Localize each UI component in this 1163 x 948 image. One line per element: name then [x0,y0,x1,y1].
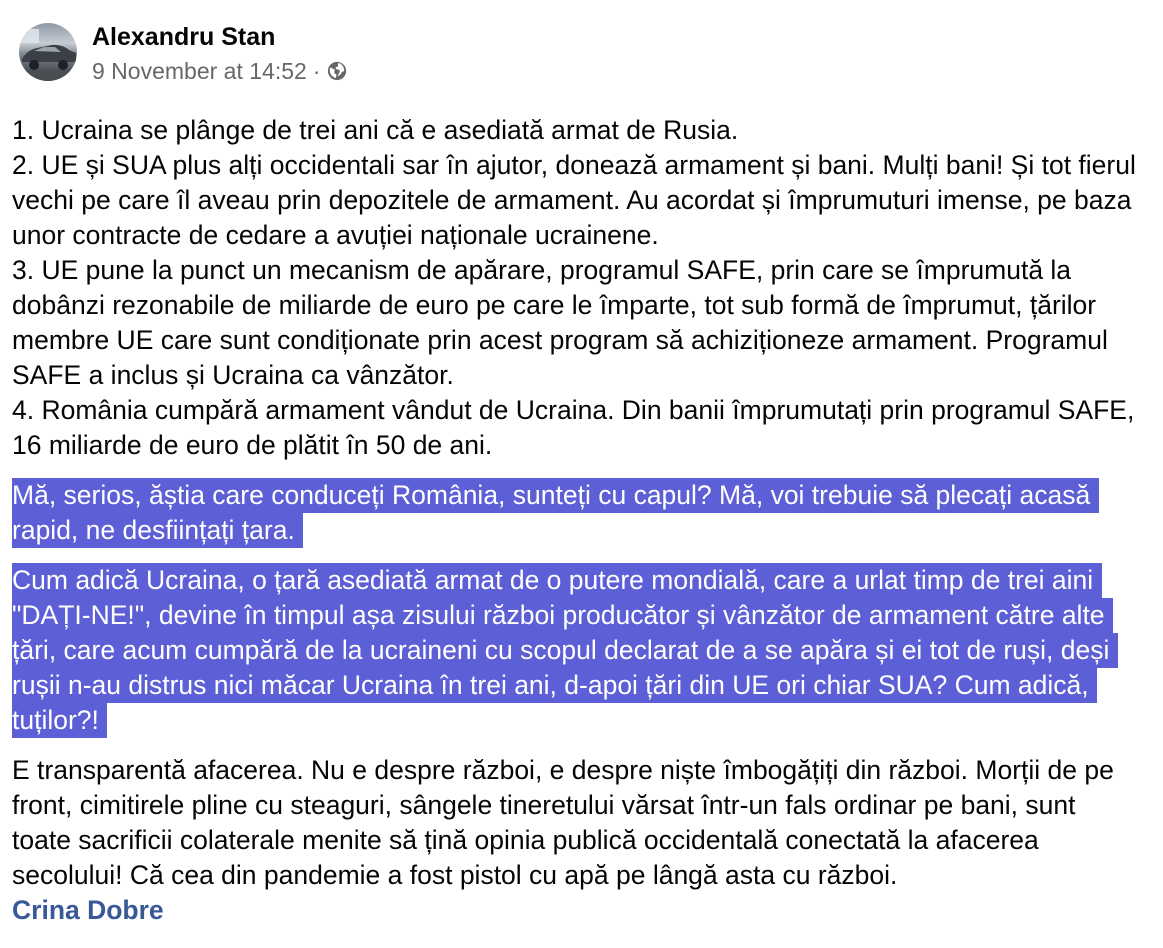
post-text-line: front, cimitirele pline cu steaguri, sângele tineretului vărsat într-un fals ordinar pe bani, sunt [12,790,1076,820]
selected-text-line: rapid, ne desființați țara. [12,513,303,548]
author-name-link[interactable]: Alexandru Stan [92,23,276,51]
meta-separator: · [312,58,321,84]
post-text-line: unor contracte de cedare a avuției naționale ucrainene. [12,220,659,250]
profile-photo [19,23,77,81]
selected-text-line: rușii n-au distrus nici măcar Ucraina în trei ani, d-apoi țări din UE ori chiar SUA? Cum adică, [12,668,1097,703]
post-body [12,113,1136,928]
globe-icon [327,61,347,81]
post-paragraph [12,113,1136,463]
post-text-line: 1. Ucraina se plânge de trei ani că e asediată armat de Rusia. [12,115,739,145]
post-text-line: dobânzi rezonabile de miliarde de euro pe care le împarte, tot sub formă de împrumut, țărilor [12,290,1097,320]
post-paragraph [12,753,1136,928]
selected-text-line: Cum adică Ucraina, o țară asediată armat de o putere mondială, care a urlat timp de trei aini [12,563,1102,598]
post-text-line: vechi pe care îl aveau prin depozitele de armament. Au acordat și împrumuturi imense, pe baza [12,185,1132,215]
mention-line [12,893,164,928]
author-avatar[interactable] [19,23,77,81]
post-text-line: E transparentă afacerea. Nu e despre război, e despre niște îmbogățiți din război. Morții de pe [12,755,1114,785]
post-text-line: 4. România cumpără armament vândut de Ucraina. Din banii împrumutați prin programul SAFE, [12,395,1135,425]
post-paragraph-selected [12,563,1136,738]
post-text-line: SAFE a inclus și Ucraina ca vânzător. [12,360,454,390]
post-text-line: membre UE care sunt condiționate prin acest program să achiziționeze armament. Programul [12,325,1108,355]
post-meta [92,58,347,84]
post-timestamp-link[interactable]: 9 November at 14:52 [92,58,307,84]
selected-text-line: țări, care acum cumpără de la ucraineni cu scopul declarat de a se apăra și ei tot de ruși, deși [12,633,1118,668]
post-text-line: 2. UE și SUA plus alți occidentali sar în ajutor, donează armament și bani. Mulți bani! Și tot fierul [12,150,1136,180]
selected-text-line: "DAȚI-NE!", devine în timpul așa zisului război producător și vânzător de armament către alte [12,598,1113,633]
selected-text-line: tuților?! [12,703,107,738]
post-text-line: 3. UE pune la punct un mecanism de apărare, programul SAFE, prin care se împrumută la [12,255,1072,285]
selected-text-line: Mă, serios, ăștia care conduceți România, sunteți cu capul? Mă, voi trebuie să plecați acasă [12,478,1099,513]
post-text-line: secolului! Că cea din pandemie a fost pistol cu apă pe lângă asta cu război. [12,860,898,890]
post-paragraph-selected [12,478,1136,548]
mention-link[interactable]: Crina Dobre [12,895,164,925]
post-text-line: 16 miliarde de euro de plătit în 50 de ani. [12,430,493,460]
post-text-line: toate sacrificii colaterale menite să țină opinia publică occidentală conectată la afacerea [12,825,1039,855]
